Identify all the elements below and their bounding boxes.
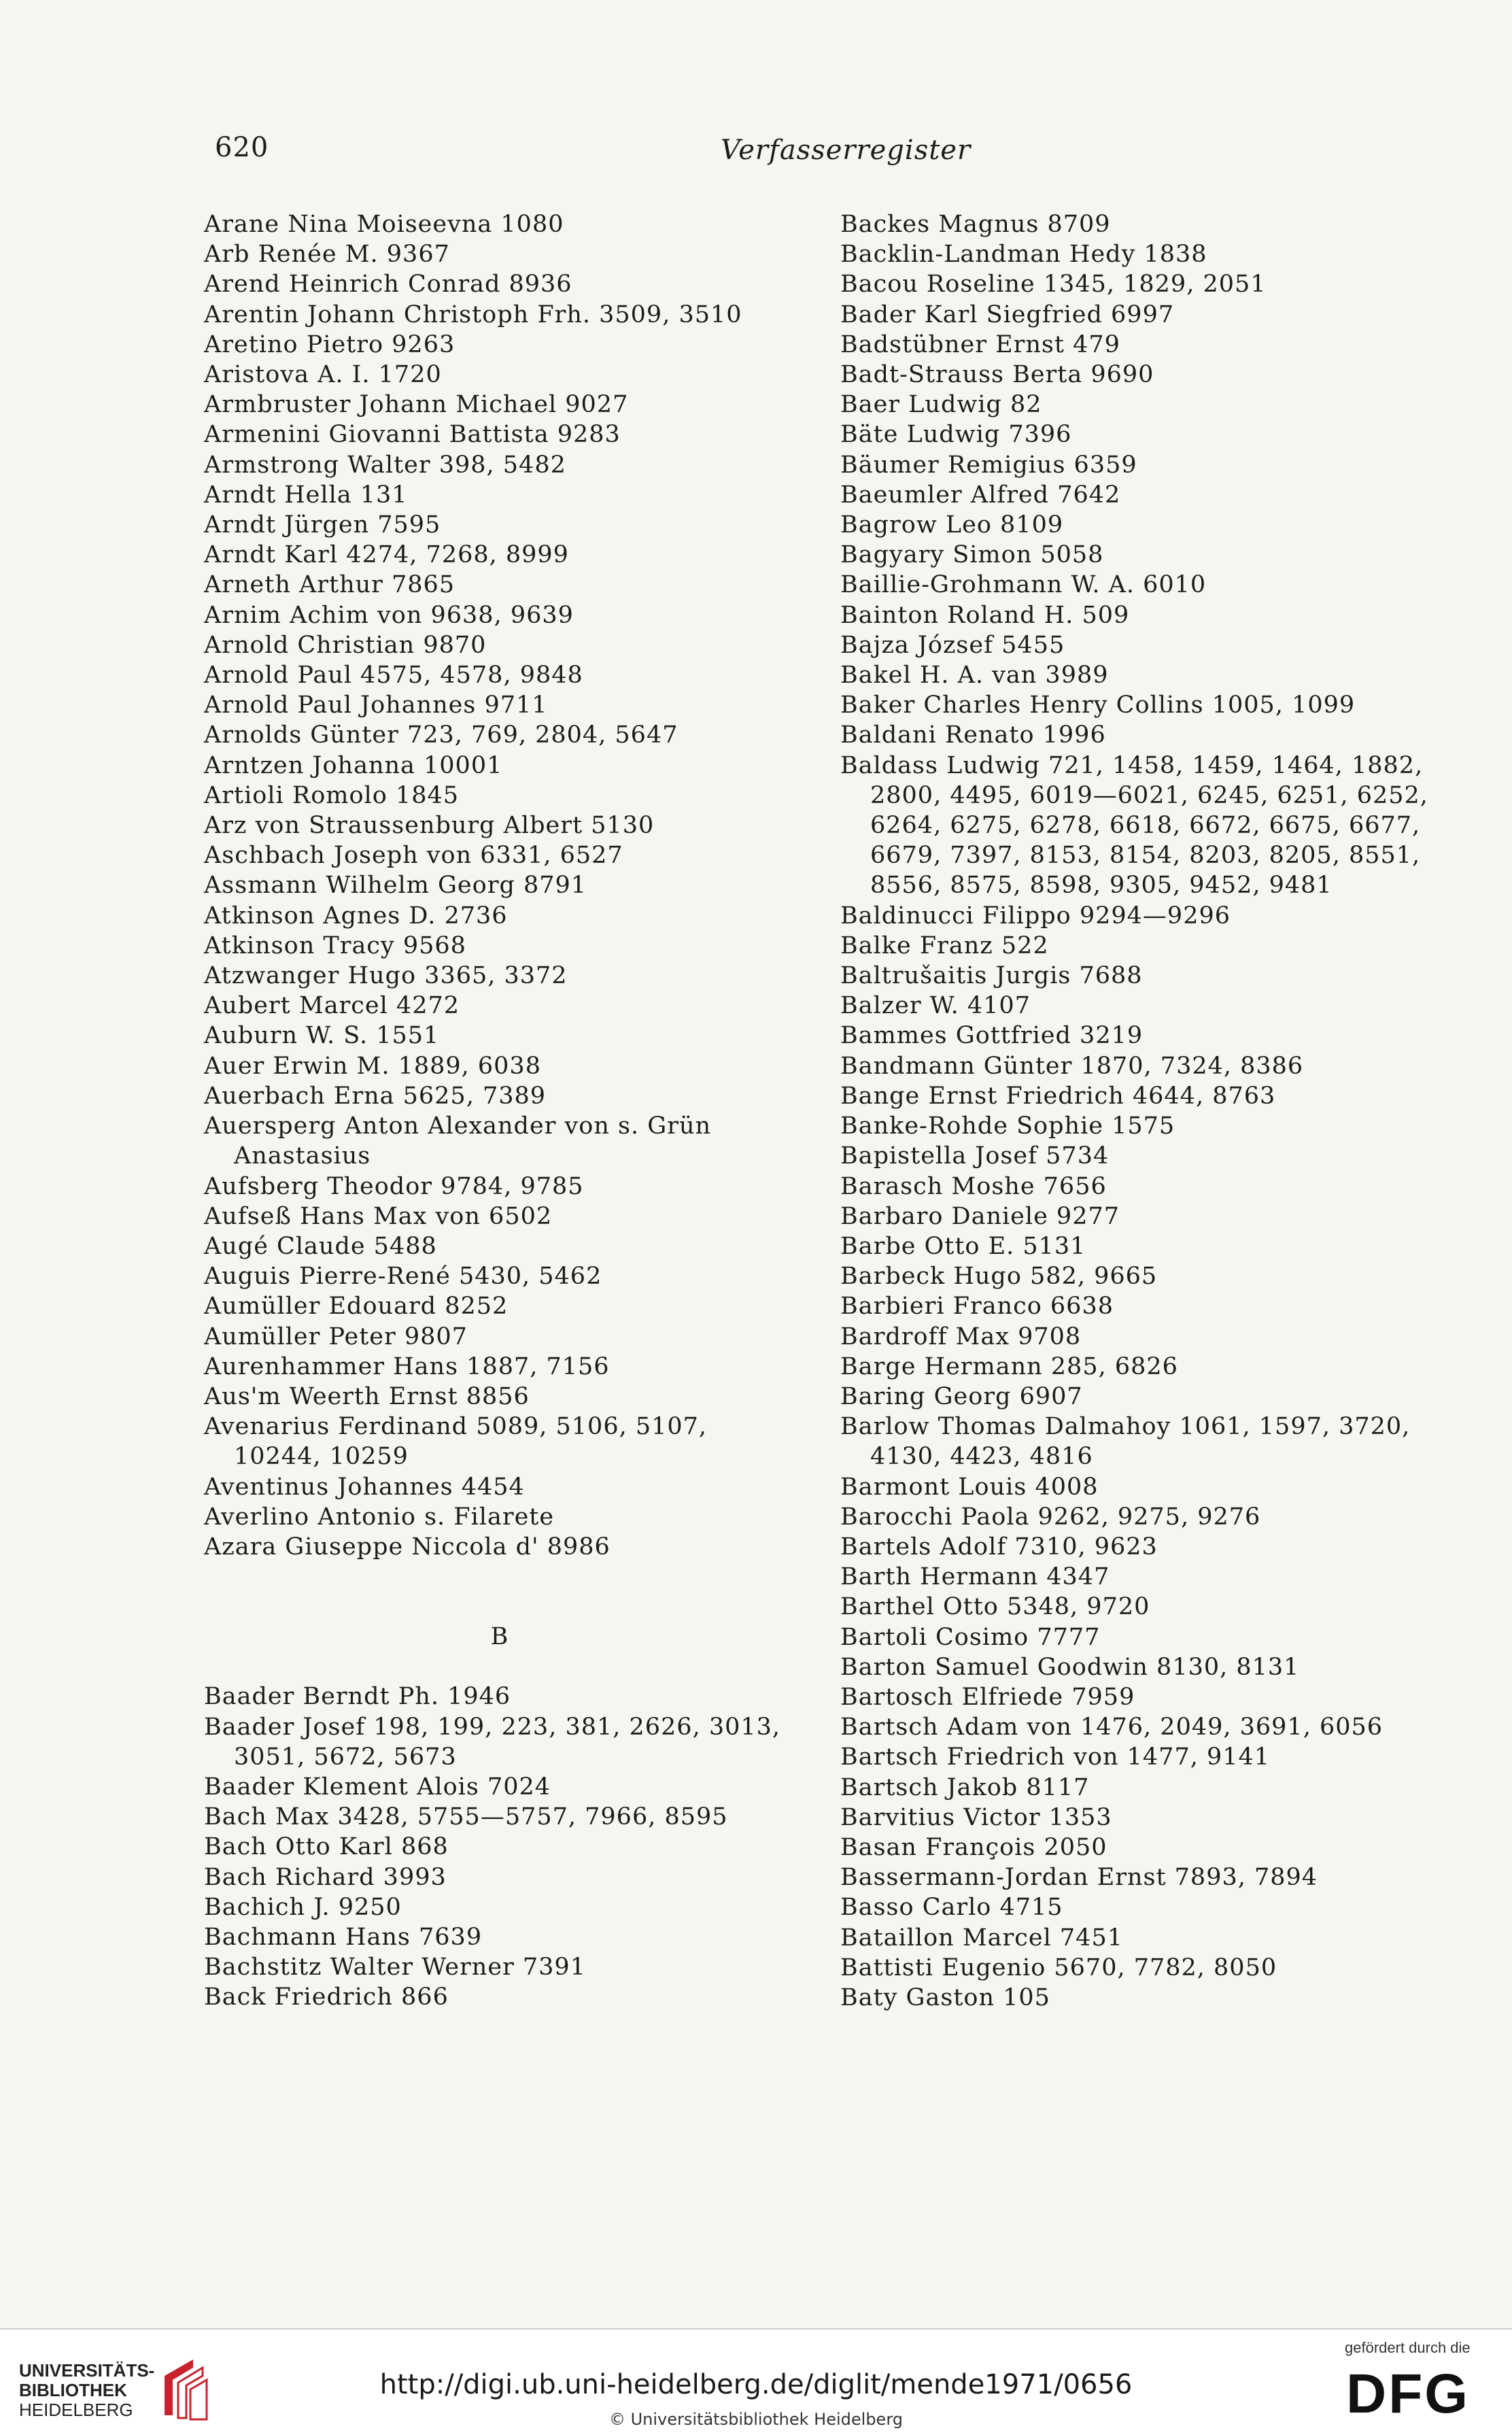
index-entry: Bagrow Leo 8109 [840, 511, 1064, 539]
index-entry: Bainton Roland H. 509 [840, 601, 1130, 629]
index-entry: Averlino Antonio s. Filarete [204, 1503, 555, 1531]
index-entry: Augé Claude 5488 [204, 1232, 437, 1260]
index-entries [840, 209, 1432, 2013]
index-entry: Barth Hermann 4347 [840, 1563, 1110, 1591]
index-entry: Arb Renée M. 9367 [204, 241, 450, 269]
index-entry: Baker Charles Henry Collins 1005, 1099 [840, 692, 1356, 719]
index-entry: Arnolds Günter 723, 769, 2804, 5647 [204, 721, 678, 749]
index-entry: Atkinson Tracy 9568 [204, 932, 466, 959]
index-entry: Arndt Jürgen 7595 [204, 511, 441, 539]
index-entry: Arnold Paul 4575, 4578, 9848 [204, 662, 583, 689]
document-url-link[interactable]: http://digi.ub.uni-heidelberg.de/diglit/mende1971/0656 [379, 2369, 1133, 2400]
index-entry: Bartosch Elfriede 7959 [840, 1683, 1135, 1711]
index-entry: Bartsch Jakob 8117 [840, 1773, 1090, 1801]
index-entry: Arane Nina Moiseevna 1080 [204, 211, 564, 238]
running-head: Verfasserregister [721, 135, 972, 166]
index-entry: Aubert Marcel 4272 [204, 992, 460, 1020]
index-entry: Aristova A. I. 1720 [204, 361, 442, 389]
index-entry: Basso Carlo 4715 [840, 1894, 1063, 1922]
index-entry: Baldani Renato 1996 [840, 721, 1106, 749]
index-entry: Baader Josef 198, 199, 223, 381, 2626, 3013, 3051, 5672, 5673 [204, 1713, 781, 1771]
index-entry: Auersperg Anton Alexander von s. Grün Anastasius [204, 1112, 712, 1170]
index-entry: Balzer W. 4107 [840, 992, 1031, 1020]
index-column-right [840, 209, 1432, 2013]
index-entry: Arentin Johann Christoph Frh. 3509, 3510 [204, 301, 742, 328]
index-entry: Bandmann Günter 1870, 7324, 8386 [840, 1052, 1304, 1080]
index-entry: Badstübner Ernst 479 [840, 330, 1120, 358]
footer-divider [0, 2328, 1512, 2330]
index-entry: Bach Max 3428, 5755—5757, 7966, 8595 [204, 1803, 728, 1831]
index-entry: Baldass Ludwig 721, 1458, 1459, 1464, 1882, 2800, 4495, 6019—6021, 6245, 6251, 6252, 6264, 6275, 6278, 6618, 6672, 6675, 6677, 6679, 7397, 8153, 8154, 8203, 8205, 8551, 8556, 8575, 8598, 9305, 9452, 9481 [840, 751, 1428, 900]
index-entry: Arneth Arthur 7865 [204, 571, 456, 599]
section-gap [204, 1652, 795, 1682]
index-entry: Baer Ludwig 82 [840, 391, 1042, 419]
index-entry: Barbaro Daniele 9277 [840, 1202, 1120, 1230]
index-entry: Baltrušaitis Jurgis 7688 [840, 962, 1143, 990]
index-entry: Arndt Hella 131 [204, 481, 408, 509]
index-entry: Barbe Otto E. 5131 [840, 1232, 1086, 1260]
index-entry: Aventinus Johannes 4454 [204, 1473, 525, 1501]
index-entry: Barbeck Hugo 582, 9665 [840, 1263, 1158, 1291]
index-entry: Baader Berndt Ph. 1946 [204, 1683, 511, 1711]
index-entry: Arnold Paul Johannes 9711 [204, 692, 548, 719]
index-entry: Battisti Eugenio 5670, 7782, 8050 [840, 1954, 1277, 1981]
index-entry: Bäumer Remigius 6359 [840, 451, 1137, 479]
index-entry: Auerbach Erna 5625, 7389 [204, 1082, 547, 1110]
index-entry: Bartsch Adam von 1476, 2049, 3691, 6056 [840, 1714, 1384, 1741]
index-entry: Bapistella Josef 5734 [840, 1142, 1110, 1170]
index-entry: Basan François 2050 [840, 1833, 1107, 1861]
library-name-line: HEIDELBERG [19, 2400, 133, 2420]
index-entry: Bartsch Friedrich von 1477, 9141 [840, 1743, 1271, 1771]
library-name-line: BIBLIOTHEK [19, 2380, 127, 2400]
index-entry: Arend Heinrich Conrad 8936 [204, 271, 572, 299]
index-entry: Azara Giuseppe Niccola d' 8986 [204, 1533, 611, 1561]
index-entry: Aretino Pietro 9263 [204, 330, 456, 358]
index-entry: Barvitius Victor 1353 [840, 1803, 1112, 1831]
footer-bar [0, 2328, 1512, 2435]
index-entry: Artioli Romolo 1845 [204, 781, 459, 809]
index-entry: Bange Ernst Friedrich 4644, 8763 [840, 1082, 1276, 1110]
index-entry: Backlin-Landman Hedy 1838 [840, 241, 1207, 269]
index-entry: Bagyary Simon 5058 [840, 541, 1104, 569]
index-entry: Balke Franz 522 [840, 932, 1049, 959]
index-entry: Bartoli Cosimo 7777 [840, 1623, 1101, 1651]
index-entry: Avenarius Ferdinand 5089, 5106, 5107, 10244, 10259 [204, 1413, 708, 1471]
index-entry: Aumüller Peter 9807 [204, 1323, 468, 1350]
index-entry: Aumüller Edouard 8252 [204, 1293, 509, 1321]
index-entry: Barlow Thomas Dalmahoy 1061, 1597, 3720, 4130, 4423, 4816 [840, 1413, 1411, 1471]
index-entry: Arnim Achim von 9638, 9639 [204, 601, 574, 629]
index-entry: Bachstitz Walter Werner 7391 [204, 1954, 586, 1981]
index-entry: Bach Richard 3993 [204, 1863, 447, 1891]
index-entry: Aus'm Weerth Ernst 8856 [204, 1382, 530, 1410]
index-entry: Baader Klement Alois 7024 [204, 1773, 551, 1801]
index-entry: Auer Erwin M. 1889, 6038 [204, 1052, 541, 1080]
index-entry: Aufsberg Theodor 9784, 9785 [204, 1172, 584, 1200]
index-entry: Barthel Otto 5348, 9720 [840, 1593, 1150, 1621]
index-entry: Baldinucci Filippo 9294—9296 [840, 902, 1231, 930]
index-entry: Arz von Straussenburg Albert 5130 [204, 812, 655, 840]
index-entry: Armbruster Johann Michael 9027 [204, 391, 629, 419]
index-entry: Badt-Strauss Berta 9690 [840, 361, 1154, 389]
index-entry: Baring Georg 6907 [840, 1382, 1083, 1410]
index-entry: Bakel H. A. van 3989 [840, 662, 1109, 689]
index-entry: Barton Samuel Goodwin 8130, 8131 [840, 1653, 1300, 1681]
index-entry: Bäte Ludwig 7396 [840, 421, 1072, 449]
index-entries-a [204, 209, 795, 1562]
library-name-line: UNIVERSITÄTS- [19, 2360, 155, 2381]
index-entry: Arnold Christian 9870 [204, 631, 487, 659]
index-entry: Bachich J. 9250 [204, 1893, 402, 1921]
index-entry: Bataillon Marcel 7451 [840, 1924, 1123, 1952]
index-entry: Assmann Wilhelm Georg 8791 [204, 872, 587, 900]
section-letter: B [490, 1623, 509, 1651]
index-entry: Bader Karl Siegfried 6997 [840, 301, 1175, 328]
index-entry: Banke-Rohde Sophie 1575 [840, 1112, 1175, 1140]
index-entry: Barbieri Franco 6638 [840, 1293, 1114, 1321]
index-entry: Armenini Giovanni Battista 9283 [204, 421, 621, 449]
dfg-logo: DFG [1346, 2363, 1471, 2425]
index-entry: Baeumler Alfred 7642 [840, 481, 1121, 509]
index-entry: Aufseß Hans Max von 6502 [204, 1202, 553, 1230]
index-entry: Baty Gaston 105 [840, 1983, 1050, 2011]
index-entry: Barge Hermann 285, 6826 [840, 1352, 1178, 1380]
index-entry: Barasch Moshe 7656 [840, 1172, 1107, 1200]
funded-by-label: gefördert durch die [1345, 2339, 1471, 2356]
index-entry: Auguis Pierre-René 5430, 5462 [204, 1263, 602, 1291]
index-entry: Back Friedrich 866 [204, 1983, 449, 2011]
index-entry: Atzwanger Hugo 3365, 3372 [204, 962, 568, 990]
index-entry: Barmont Louis 4008 [840, 1473, 1099, 1501]
copyright-notice: © Universitätsbibliothek Heidelberg [608, 2410, 903, 2429]
index-column-left [204, 209, 795, 2013]
index-entry: Armstrong Walter 398, 5482 [204, 451, 566, 479]
index-entry: Auburn W. S. 1551 [204, 1022, 440, 1050]
index-entry: Bachmann Hans 7639 [204, 1923, 483, 1951]
index-entry: Bassermann-Jordan Ernst 7893, 7894 [840, 1864, 1318, 1892]
index-entry: Aurenhammer Hans 1887, 7156 [204, 1352, 610, 1380]
index-entry: Atkinson Agnes D. 2736 [204, 902, 508, 930]
section-gap [204, 1562, 795, 1622]
index-entry: Barocchi Paola 9262, 9275, 9276 [840, 1503, 1261, 1531]
index-entry: Bach Otto Karl 868 [204, 1833, 449, 1861]
index-entry: Bacou Roseline 1345, 1829, 2051 [840, 271, 1267, 299]
index-entries-b [204, 1682, 795, 2012]
index-entry: Bardroff Max 9708 [840, 1323, 1082, 1350]
index-entry: Arntzen Johanna 10001 [204, 751, 503, 779]
index-entry: Arndt Karl 4274, 7268, 8999 [204, 541, 569, 569]
index-entry: Bartels Adolf 7310, 9623 [840, 1533, 1158, 1561]
index-entry: Baillie-Grohmann W. A. 6010 [840, 571, 1207, 599]
index-entry: Backes Magnus 8709 [840, 211, 1111, 238]
index-entry: Bajza József 5455 [840, 631, 1065, 659]
index-entry: Bammes Gottfried 3219 [840, 1022, 1144, 1050]
index-entry: Aschbach Joseph von 6331, 6527 [204, 842, 623, 870]
page-number: 620 [215, 132, 269, 163]
